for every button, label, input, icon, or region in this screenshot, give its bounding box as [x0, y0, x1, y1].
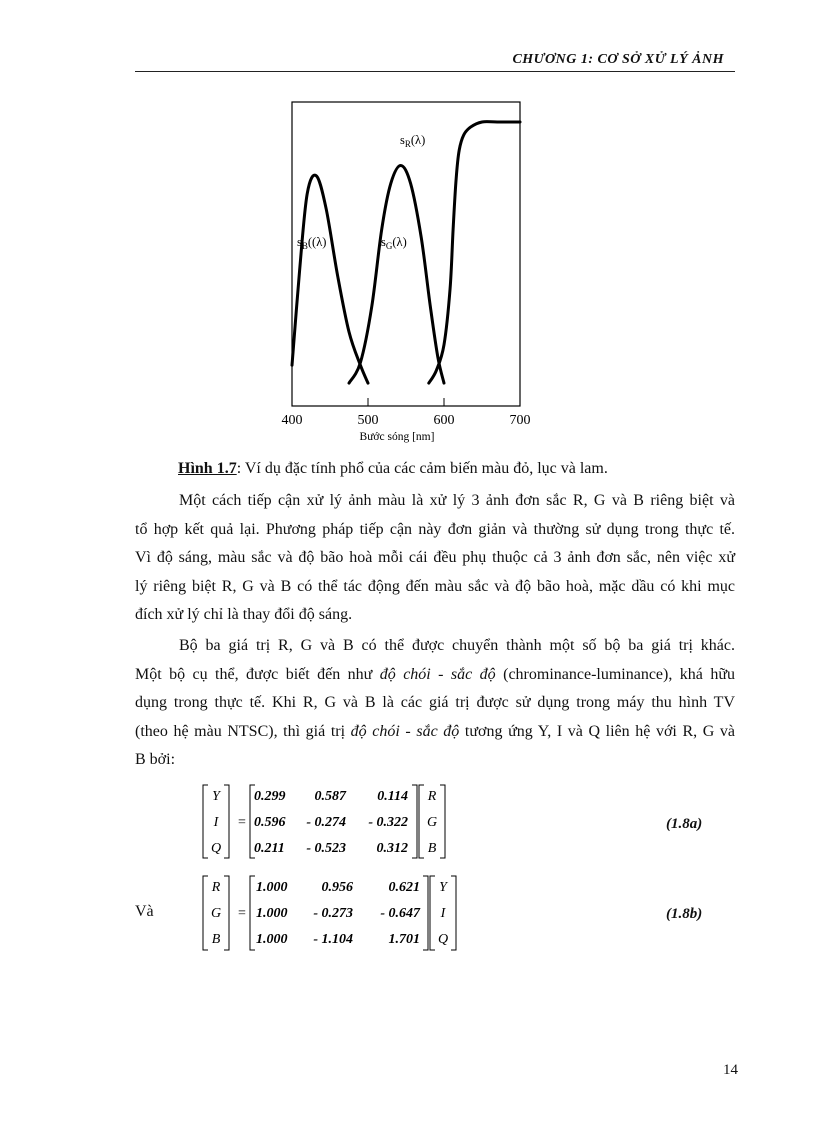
p1-line-1: Một cách tiếp cận xử lý ảnh màu là xử lý 3 ảnh đơn sắc R, G và B riêng biệt và [179, 492, 735, 509]
term-chrominance-2: độ chói - sắc độ [350, 722, 460, 740]
p1-line-4: lý riêng biệt R, G và B có thể tác động đến màu sắc và độ bão hoà, mặc dầu có khi mục [135, 577, 735, 595]
eq-a-m-2-2: 0.312 [376, 841, 408, 856]
eq-b-m-0-1: 0.956 [321, 880, 353, 895]
x-tick-label-500: 500 [357, 413, 379, 428]
eq-b-rhs-1: I [440, 906, 446, 921]
paragraph-2 [135, 632, 735, 775]
eq-a-equals: = [238, 815, 246, 830]
eq-b-rhs-2: Q [437, 932, 449, 947]
eq-a-lhs-0: Y [212, 789, 220, 804]
eq-b-m-1-1: - 0.273 [313, 906, 353, 921]
paragraph-1 [135, 487, 735, 630]
eq-b-m-2-1: - 1.104 [313, 932, 353, 947]
eq-b-m-1-0: 1.000 [256, 906, 288, 921]
eq-a-rhs-2: B [427, 841, 437, 856]
eq-a-rhs-1: G [426, 815, 438, 830]
series-curve-1 [349, 166, 444, 384]
eq-a-rhs-0: R [427, 789, 437, 804]
equation-1-8a [203, 785, 445, 858]
series-curve-0 [292, 175, 368, 383]
eq-a-lhs-1: I [213, 815, 219, 830]
eq-a-m-2-0: 0.211 [254, 841, 285, 856]
figure-caption [178, 460, 608, 478]
eq-a-m-1-0: 0.596 [254, 815, 286, 830]
x-tick-label-400: 400 [281, 413, 303, 428]
eq-b-lhs-1: G [210, 906, 222, 921]
eq-b-lhs-2: B [211, 932, 221, 947]
eq-tag-1-8a: (1.8a) [666, 816, 703, 832]
series-curve-2 [429, 122, 520, 384]
term-chrominance: độ chói - sắc độ [379, 665, 496, 683]
eq-a-m-0-1: 0.587 [314, 789, 346, 804]
p2-line-3: dụng trong thực tế. Khi R, G và B là các giá trị được sử dụng trong máy thu hình TV [135, 694, 735, 711]
x-tick-label-700: 700 [509, 413, 531, 428]
p1-line-3: Vì độ sáng, màu sắc và độ bão hoà mỗi cái đều phụ thuộc cả 3 ảnh đơn sắc, nên việc xử [135, 549, 735, 566]
p1-line-5: đích xử lý chỉ là thay đổi độ sáng. [135, 606, 353, 623]
p2-line-1: Bộ ba giá trị R, G và B có thể được chuyển thành một số bộ ba giá trị khác. [179, 637, 735, 654]
eq-a-m-1-2: - 0.322 [368, 815, 408, 830]
caption-label: Hình 1.7 [178, 460, 237, 477]
eq-a-m-1-1: - 0.274 [306, 815, 346, 830]
p2-line-5: B bởi: [135, 751, 176, 768]
running-header: CHƯƠNG 1: CƠ SỞ XỬ LÝ ẢNH [512, 52, 724, 67]
eq-a-m-0-2: 0.114 [377, 789, 408, 804]
series-label-sB: $s_B((\lambda)$ [297, 235, 327, 251]
x-axis-label: Bước sóng [nm] [359, 431, 435, 443]
eq-b-m-2-0: 1.000 [256, 932, 288, 947]
eq-b-m-0-0: 1.000 [256, 880, 288, 895]
eq-b-lhs-0: R [211, 880, 221, 895]
series-label-sG: $s_G(\lambda)$ [381, 235, 407, 251]
eq-b-m-0-2: 0.621 [388, 880, 420, 895]
equation-1-8b [203, 876, 456, 950]
page-number: 14 [723, 1062, 738, 1078]
x-tick-label-600: 600 [433, 413, 455, 428]
p1-line-2: tổ hợp kết quả lại. Phương pháp tiếp cận này đơn giản và thường sử dụng trong thực tế. [135, 520, 735, 538]
p2-line-2: Một bộ cụ thể, được biết đến như độ chói - sắc độ (chrominance-luminance), khá hữu [135, 665, 735, 683]
eq-b-m-2-2: 1.701 [388, 932, 420, 947]
eq-a-m-0-0: 0.299 [254, 789, 286, 804]
series-label-sR: $s_R(\lambda)$ [400, 133, 426, 149]
eq-a-m-2-1: - 0.523 [306, 841, 346, 856]
eq-b-m-1-2: - 0.647 [380, 906, 420, 921]
eq-b-rhs-0: Y [439, 880, 447, 895]
spectral-chart [0, 0, 816, 450]
eq-a-lhs-2: Q [210, 841, 222, 856]
eq-b-equals: = [238, 906, 246, 921]
caption-text: : Ví dụ đặc tính phổ của các cảm biến màu đỏ, lục và lam. [236, 460, 608, 477]
eq-b-prefix: Và [135, 903, 154, 920]
p2-line-4: (theo hệ màu NTSC), thì giá trị độ chói - sắc độ tương ứng Y, I và Q liên hệ với R, G và [135, 722, 736, 740]
eq-tag-1-8b: (1.8b) [666, 906, 703, 922]
